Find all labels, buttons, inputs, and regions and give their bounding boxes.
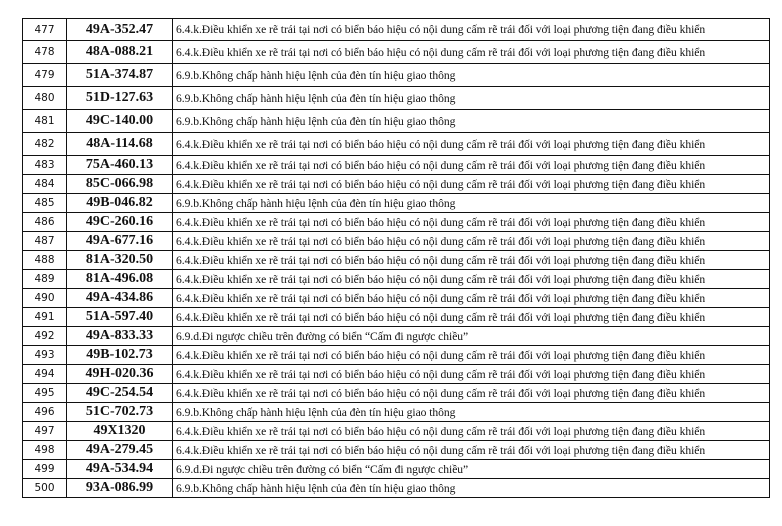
table-row bbox=[23, 64, 770, 87]
row-number: 489 bbox=[23, 270, 67, 289]
violation-description: 6.4.k.Điều khiển xe rẽ trái tại nơi có biển báo hiệu có nội dung cấm rẽ trái đối với loại phương tiện đang điều khiển bbox=[173, 213, 770, 232]
license-plate: 49A-352.47 bbox=[67, 19, 173, 41]
row-number: 497 bbox=[23, 422, 67, 441]
table-row bbox=[23, 384, 770, 403]
violation-description: 6.4.k.Điều khiển xe rẽ trái tại nơi có biển báo hiệu có nội dung cấm rẽ trái đối với loại phương tiện đang điều khiển bbox=[173, 308, 770, 327]
row-number: 498 bbox=[23, 441, 67, 460]
row-number: 491 bbox=[23, 308, 67, 327]
row-number: 493 bbox=[23, 346, 67, 365]
table-row bbox=[23, 270, 770, 289]
violation-description: 6.4.k.Điều khiển xe rẽ trái tại nơi có biển báo hiệu có nội dung cấm rẽ trái đối với loại phương tiện đang điều khiển bbox=[173, 346, 770, 365]
license-plate: 48A-114.68 bbox=[67, 133, 173, 156]
violation-description: 6.4.k.Điều khiển xe rẽ trái tại nơi có biển báo hiệu có nội dung cấm rẽ trái đối với loại phương tiện đang điều khiển bbox=[173, 41, 770, 64]
row-number: 477 bbox=[23, 19, 67, 41]
violation-description: 6.9.b.Không chấp hành hiệu lệnh của đèn tín hiệu giao thông bbox=[173, 403, 770, 422]
row-number: 499 bbox=[23, 460, 67, 479]
violation-description: 6.4.k.Điều khiển xe rẽ trái tại nơi có biển báo hiệu có nội dung cấm rẽ trái đối với loại phương tiện đang điều khiển bbox=[173, 422, 770, 441]
license-plate: 49A-833.33 bbox=[67, 327, 173, 346]
violation-description: 6.9.b.Không chấp hành hiệu lệnh của đèn tín hiệu giao thông bbox=[173, 64, 770, 87]
table-row bbox=[23, 213, 770, 232]
license-plate: 49B-102.73 bbox=[67, 346, 173, 365]
violation-description: 6.9.d.Đi ngược chiều trên đường có biển “Cấm đi ngược chiều” bbox=[173, 327, 770, 346]
violation-description: 6.4.k.Điều khiển xe rẽ trái tại nơi có biển báo hiệu có nội dung cấm rẽ trái đối với loại phương tiện đang điều khiển bbox=[173, 384, 770, 403]
violation-description: 6.9.d.Đi ngược chiều trên đường có biển “Cấm đi ngược chiều” bbox=[173, 460, 770, 479]
license-plate: 49A-279.45 bbox=[67, 441, 173, 460]
license-plate: 49A-677.16 bbox=[67, 232, 173, 251]
license-plate: 93A-086.99 bbox=[67, 479, 173, 498]
license-plate: 75A-460.13 bbox=[67, 156, 173, 175]
row-number: 490 bbox=[23, 289, 67, 308]
table-row bbox=[23, 41, 770, 64]
license-plate: 49H-020.36 bbox=[67, 365, 173, 384]
row-number: 485 bbox=[23, 194, 67, 213]
table-row bbox=[23, 87, 770, 110]
row-number: 492 bbox=[23, 327, 67, 346]
row-number: 480 bbox=[23, 87, 67, 110]
row-number: 482 bbox=[23, 133, 67, 156]
row-number: 483 bbox=[23, 156, 67, 175]
license-plate: 51D-127.63 bbox=[67, 87, 173, 110]
violation-description: 6.9.b.Không chấp hành hiệu lệnh của đèn tín hiệu giao thông bbox=[173, 194, 770, 213]
table-row bbox=[23, 346, 770, 365]
table-row bbox=[23, 110, 770, 133]
row-number: 487 bbox=[23, 232, 67, 251]
table-row bbox=[23, 251, 770, 270]
row-number: 495 bbox=[23, 384, 67, 403]
license-plate: 51A-597.40 bbox=[67, 308, 173, 327]
table-row bbox=[23, 175, 770, 194]
violation-description: 6.4.k.Điều khiển xe rẽ trái tại nơi có biển báo hiệu có nội dung cấm rẽ trái đối với loại phương tiện đang điều khiển bbox=[173, 251, 770, 270]
table-row bbox=[23, 422, 770, 441]
license-plate: 49X1320 bbox=[67, 422, 173, 441]
violation-description: 6.4.k.Điều khiển xe rẽ trái tại nơi có biển báo hiệu có nội dung cấm rẽ trái đối với loại phương tiện đang điều khiển bbox=[173, 365, 770, 384]
license-plate: 85C-066.98 bbox=[67, 175, 173, 194]
table-row bbox=[23, 327, 770, 346]
violation-description: 6.4.k.Điều khiển xe rẽ trái tại nơi có biển báo hiệu có nội dung cấm rẽ trái đối với loại phương tiện đang điều khiển bbox=[173, 175, 770, 194]
violations-table-body bbox=[23, 19, 770, 498]
license-plate: 81A-320.50 bbox=[67, 251, 173, 270]
row-number: 478 bbox=[23, 41, 67, 64]
license-plate: 48A-088.21 bbox=[67, 41, 173, 64]
violation-description: 6.9.b.Không chấp hành hiệu lệnh của đèn tín hiệu giao thông bbox=[173, 87, 770, 110]
row-number: 496 bbox=[23, 403, 67, 422]
table-row bbox=[23, 403, 770, 422]
table-row bbox=[23, 460, 770, 479]
table-row bbox=[23, 194, 770, 213]
violation-description: 6.4.k.Điều khiển xe rẽ trái tại nơi có biển báo hiệu có nội dung cấm rẽ trái đối với loại phương tiện đang điều khiển bbox=[173, 441, 770, 460]
violation-description: 6.4.k.Điều khiển xe rẽ trái tại nơi có biển báo hiệu có nội dung cấm rẽ trái đối với loại phương tiện đang điều khiển bbox=[173, 289, 770, 308]
license-plate: 49C-260.16 bbox=[67, 213, 173, 232]
row-number: 488 bbox=[23, 251, 67, 270]
violation-description: 6.4.k.Điều khiển xe rẽ trái tại nơi có biển báo hiệu có nội dung cấm rẽ trái đối với loại phương tiện đang điều khiển bbox=[173, 19, 770, 41]
violation-description: 6.4.k.Điều khiển xe rẽ trái tại nơi có biển báo hiệu có nội dung cấm rẽ trái đối với loại phương tiện đang điều khiển bbox=[173, 133, 770, 156]
violation-description: 6.4.k.Điều khiển xe rẽ trái tại nơi có biển báo hiệu có nội dung cấm rẽ trái đối với loại phương tiện đang điều khiển bbox=[173, 232, 770, 251]
row-number: 500 bbox=[23, 479, 67, 498]
license-plate: 49C-254.54 bbox=[67, 384, 173, 403]
violations-sheet bbox=[22, 18, 770, 498]
table-row bbox=[23, 19, 770, 41]
row-number: 484 bbox=[23, 175, 67, 194]
row-number: 486 bbox=[23, 213, 67, 232]
violation-description: 6.4.k.Điều khiển xe rẽ trái tại nơi có biển báo hiệu có nội dung cấm rẽ trái đối với loại phương tiện đang điều khiển bbox=[173, 270, 770, 289]
license-plate: 51A-374.87 bbox=[67, 64, 173, 87]
row-number: 479 bbox=[23, 64, 67, 87]
table-row bbox=[23, 156, 770, 175]
table-row bbox=[23, 479, 770, 498]
table-row bbox=[23, 308, 770, 327]
table-row bbox=[23, 289, 770, 308]
license-plate: 49C-140.00 bbox=[67, 110, 173, 133]
table-row bbox=[23, 365, 770, 384]
row-number: 481 bbox=[23, 110, 67, 133]
table-row bbox=[23, 441, 770, 460]
violation-description: 6.9.b.Không chấp hành hiệu lệnh của đèn tín hiệu giao thông bbox=[173, 479, 770, 498]
table-row bbox=[23, 133, 770, 156]
license-plate: 49A-434.86 bbox=[67, 289, 173, 308]
violation-description: 6.9.b.Không chấp hành hiệu lệnh của đèn tín hiệu giao thông bbox=[173, 110, 770, 133]
license-plate: 81A-496.08 bbox=[67, 270, 173, 289]
license-plate: 51C-702.73 bbox=[67, 403, 173, 422]
violations-table bbox=[22, 18, 770, 498]
violation-description: 6.4.k.Điều khiển xe rẽ trái tại nơi có biển báo hiệu có nội dung cấm rẽ trái đối với loại phương tiện đang điều khiển bbox=[173, 156, 770, 175]
license-plate: 49B-046.82 bbox=[67, 194, 173, 213]
license-plate: 49A-534.94 bbox=[67, 460, 173, 479]
row-number: 494 bbox=[23, 365, 67, 384]
table-row bbox=[23, 232, 770, 251]
